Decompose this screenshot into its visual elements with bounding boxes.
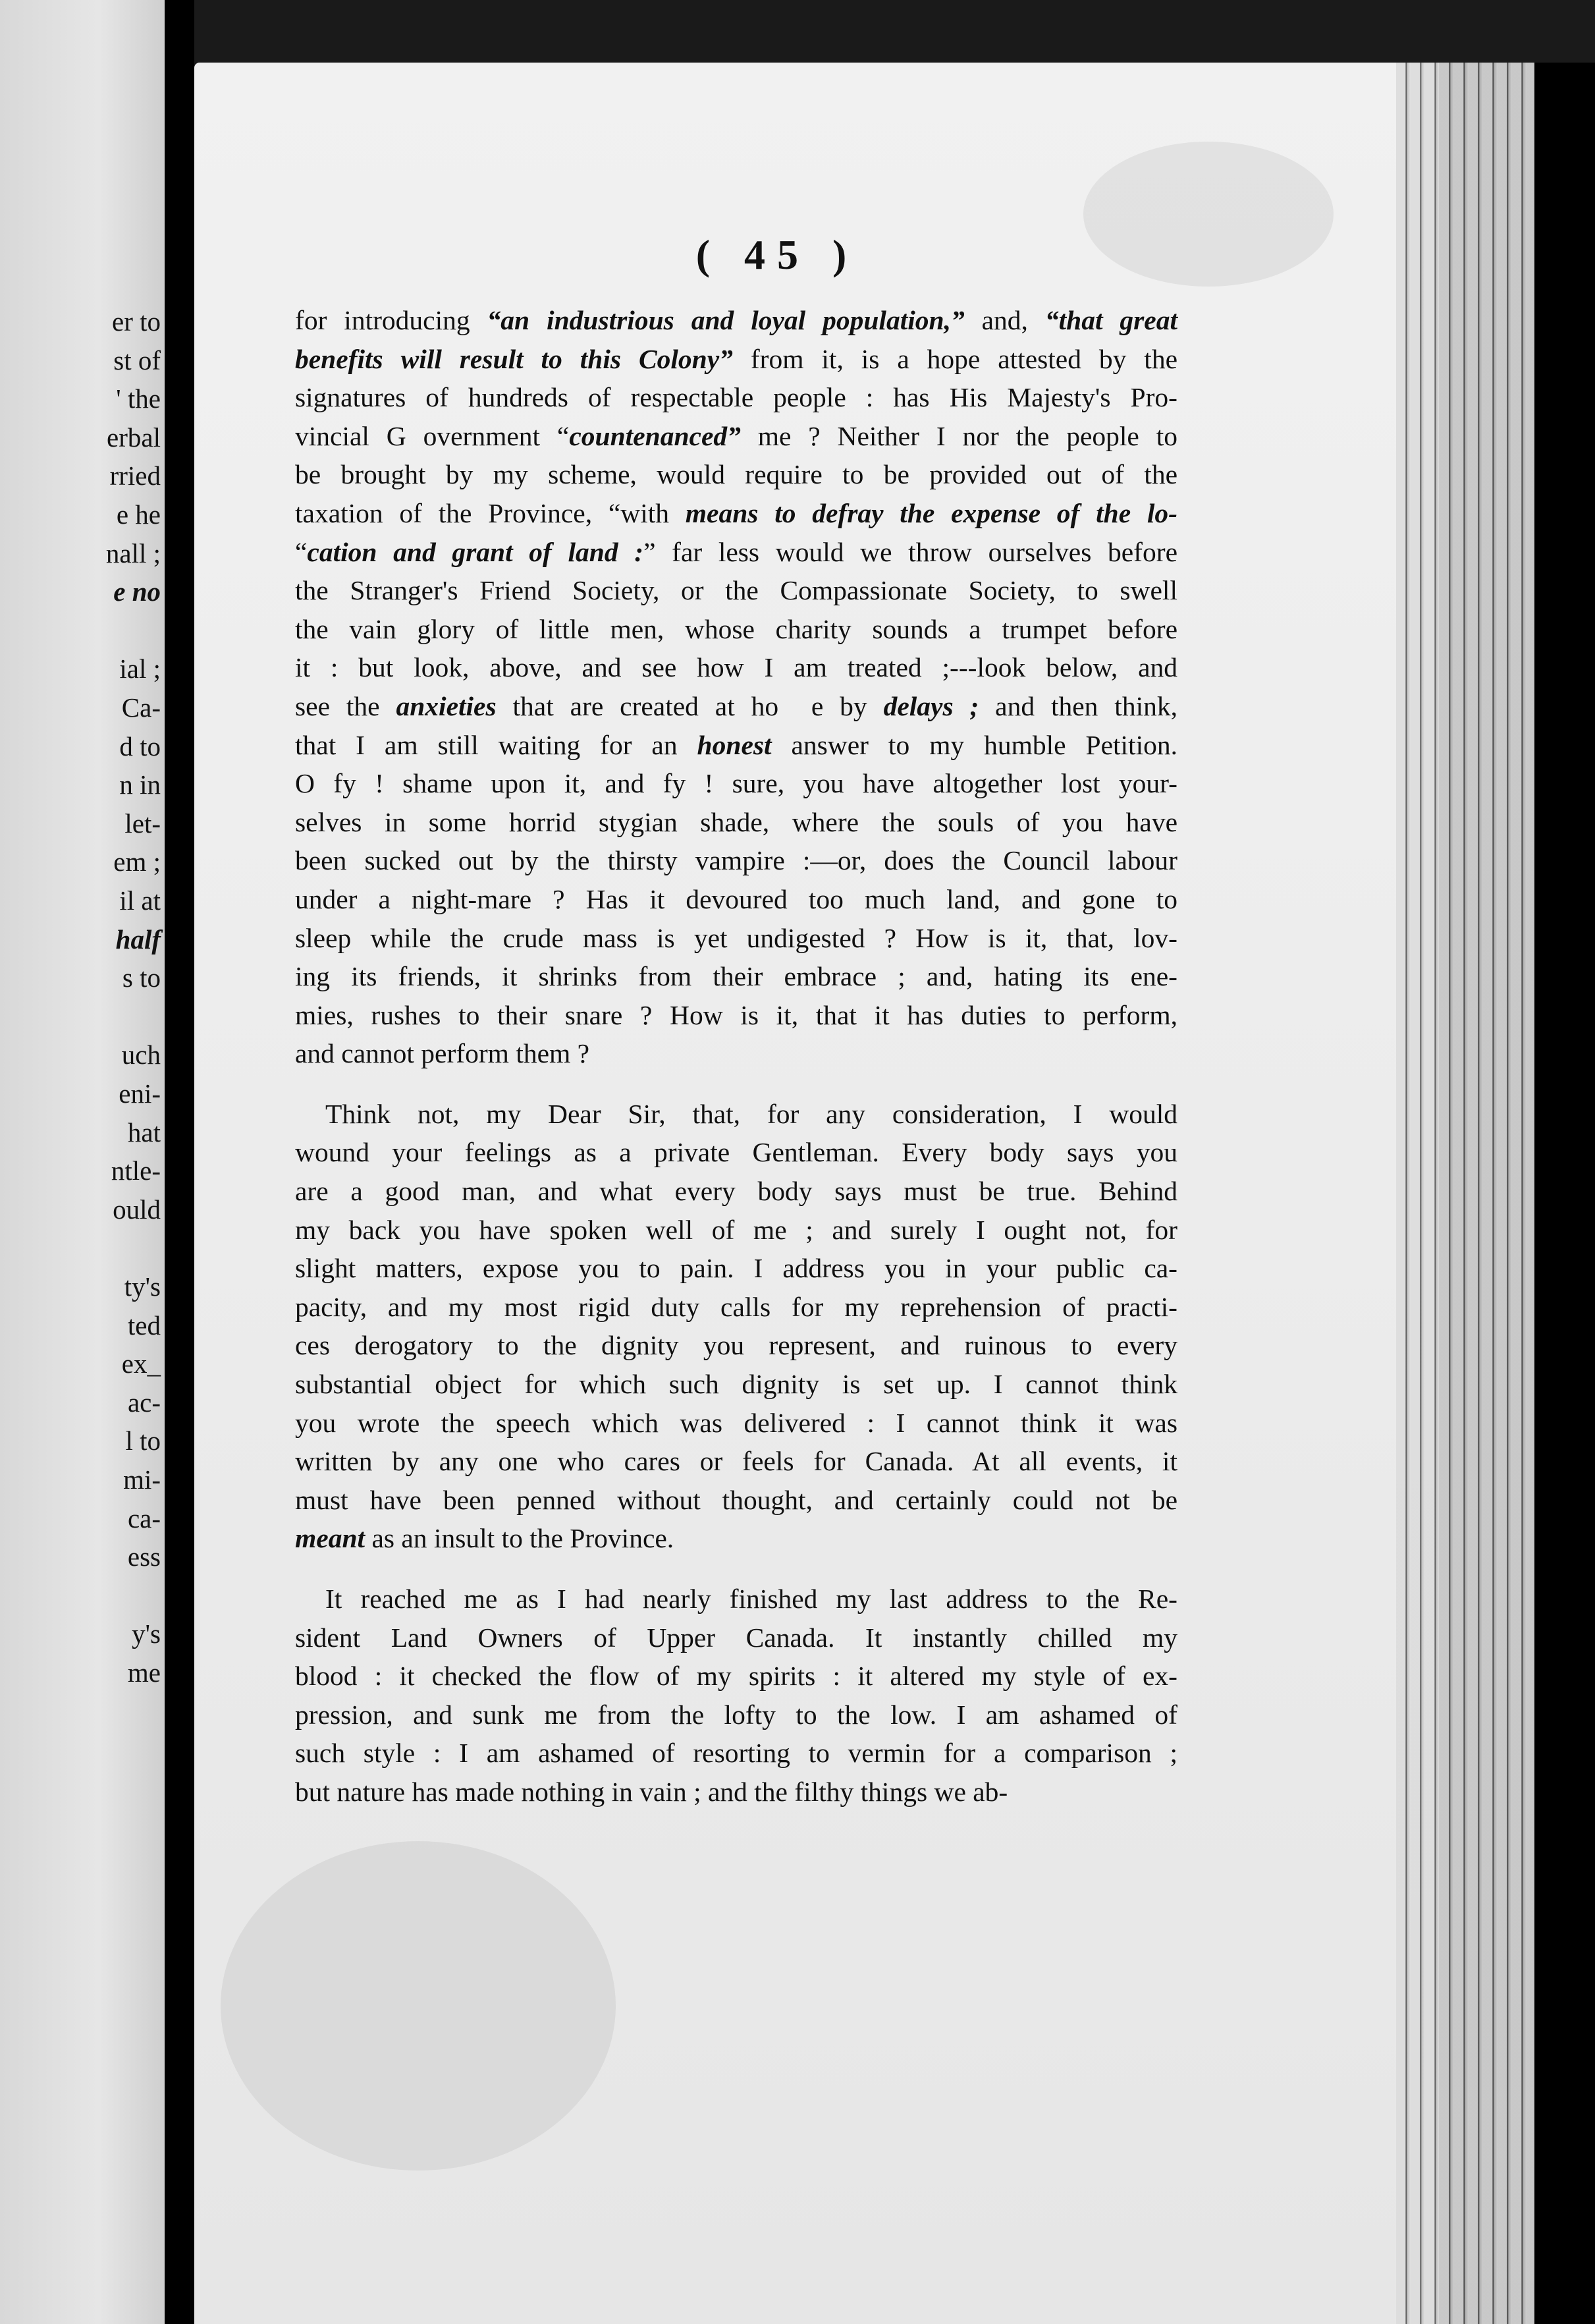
text-span: vincial G overnment “ [295,420,570,451]
text-span: ing its friends, it shrinks from their embrace ; and, hating its ene- [295,961,1177,992]
left-page-line: ntle- [111,1155,161,1186]
text-span: wound your feelings as a private Gentleman. Every body says you [295,1137,1177,1168]
text-span: such style : I am ashamed of resorting to vermin for a comparison ; [295,1738,1177,1769]
italic-span: “an industrious and loyal population,” [487,305,965,335]
text-line [295,571,1177,610]
page-stain [221,1841,616,2171]
text-span: “ [295,536,308,567]
text-span: taxation of the Province, “with [295,497,686,528]
left-page-line: erbal [107,422,161,453]
text-span: the Stranger's Friend Society, or the Compassionate Society, to swell [295,575,1177,606]
text-line [295,1580,1177,1618]
italic-span: honest [697,729,772,760]
left-page-line: em ; [113,846,161,877]
left-page-line: d to [119,731,161,761]
text-span: for introducing [295,305,487,335]
text-line [295,1442,1177,1481]
paragraph [295,1095,1177,1558]
text-span: answer to my humble Petition. [771,729,1177,760]
text-span: sident Land Owners of Upper Canada. It instantly chilled my [295,1622,1177,1653]
left-page-line: ex_ [121,1348,161,1379]
left-page-line: Ca- [121,692,161,723]
text-line [295,1657,1177,1696]
text-span: mies, rushes to their snare ? How is it, that it has duties to perform, [295,999,1177,1030]
italic-span: countenanced” [569,420,741,451]
left-page-line: y's [132,1618,161,1649]
text-span: pacity, and my most rigid duty calls for my reprehension of practi- [295,1291,1177,1322]
left-page-line: let- [124,808,161,839]
italic-span: “that great [1044,305,1177,335]
text-line [295,803,1177,842]
text-span: my back you have spoken well of me ; and surely I ought not, for [295,1214,1177,1245]
left-page-line: mi- [123,1464,161,1495]
text-span: pression, and sunk me from the lofty to the low. I am ashamed of [295,1699,1177,1730]
text-line [295,1734,1177,1773]
paragraph [295,301,1177,1073]
text-line [295,301,1177,340]
text-line [295,1288,1177,1327]
text-line [295,533,1177,572]
scan-border [1534,63,1595,2324]
text-span: that I am still waiting for an [295,729,697,760]
text-line [295,455,1177,494]
left-page-line: s to [122,962,161,993]
left-page-line: n in [119,769,161,800]
text-line [295,1172,1177,1211]
paragraph-gap [295,1073,1177,1095]
text-span: it : but look, above, and see how I am treated ;---look below, and [295,652,1177,683]
italic-span: means to defray the expense of the lo- [685,497,1177,528]
left-page-line: ac- [127,1387,161,1418]
left-page-line: rried [109,460,161,491]
left-page-line: me [127,1657,161,1688]
left-page-line: ess [127,1541,161,1572]
text-span: signatures of hundreds of respectable people : has His Majesty's Pro- [295,382,1177,413]
text-line [295,957,1177,996]
text-line [295,378,1177,417]
text-span: as an insult to the Province. [365,1523,674,1554]
page-text [295,301,1177,1812]
left-page-line: ty's [124,1271,161,1302]
text-span: ces derogatory to the dignity you represent, and ruinous to every [295,1330,1177,1361]
left-page-line: ca- [127,1503,161,1534]
text-span: sleep while the crude mass is yet undigested ? How is it, that, lov- [295,922,1177,953]
left-page-line: er to [112,306,161,337]
text-span: blood : it checked the flow of my spirits : it altered my style of ex- [295,1661,1177,1692]
text-span: are a good man, and what every body says must be true. Behind [295,1176,1177,1207]
left-page-line: uch [121,1039,161,1070]
page-number: ( 45 ) [695,231,859,278]
paragraph-gap [295,1558,1177,1580]
left-page-line: e no [113,576,161,607]
page-stack-edge [1396,63,1534,2324]
italic-span: benefits will result to this Colony” [295,343,733,374]
text-span: and cannot perform them ? [295,1038,590,1069]
italic-span: anxieties [396,690,497,721]
text-line [295,1326,1177,1365]
book-gutter [165,0,194,2324]
text-span: and then think, [979,690,1177,721]
left-page-line: ould [113,1194,161,1225]
text-line [295,1773,1177,1812]
left-page-line: nall ; [105,538,161,568]
text-line [295,919,1177,958]
text-line [295,1404,1177,1443]
left-page-line: hat [127,1117,161,1148]
text-span: and, [964,305,1045,335]
text-span: that are created at ho e by [496,690,884,721]
text-span: selves in some horrid stygian shade, where the souls of you have [295,806,1177,837]
left-page-line: l to [125,1425,161,1456]
text-line [295,610,1177,649]
text-span: but nature has made nothing in vain ; and the filthy things we ab- [295,1776,1008,1807]
left-page-line: ial ; [119,653,161,684]
text-line [295,1211,1177,1250]
text-span: me ? Neither I nor the people to [740,420,1177,451]
text-line [295,648,1177,687]
left-page-line: st of [113,345,161,375]
text-line [295,687,1177,726]
text-line [295,417,1177,456]
text-line [295,1095,1177,1134]
left-page-line: il at [119,885,161,916]
text-line [295,726,1177,765]
text-span: Think not, my Dear Sir, that, for any consideration, I would [325,1098,1177,1129]
text-span: from it, is a hope attested by the [732,343,1177,374]
text-line [295,764,1177,803]
left-page-line: eni- [119,1078,161,1109]
text-line [295,1133,1177,1172]
text-line [295,494,1177,533]
text-line [295,1696,1177,1734]
text-span: written by any one who cares or feels for Canada. At all events, it [295,1446,1177,1477]
text-span: It reached me as I had nearly finished my last address to the Re- [325,1584,1177,1614]
text-line [295,996,1177,1035]
left-page-line: ted [127,1310,161,1341]
text-line [295,1365,1177,1404]
italic-span: cation and grant of land : [307,536,644,567]
text-line [295,1034,1177,1073]
italic-span: meant [295,1523,365,1554]
text-line [295,1249,1177,1288]
text-span: been sucked out by the thirsty vampire :—or, does the Council labour [295,845,1177,876]
text-span: slight matters, expose you to pain. I address you in your public ca- [295,1253,1177,1284]
text-line [295,880,1177,919]
text-line [295,1618,1177,1657]
text-line [295,340,1177,379]
text-span: must have been penned without thought, and certainly could not be [295,1484,1177,1515]
text-span: you wrote the speech which was delivered : I cannot think it was [295,1407,1177,1438]
text-span: be brought by my scheme, would require to be provided out of the [295,459,1177,490]
left-page-line: ' the [116,383,161,414]
italic-span: delays ; [883,690,979,721]
left-page-line: half [115,924,161,954]
text-span: substantial object for which such dignity is set up. I cannot think [295,1369,1177,1400]
text-span: ” far less would we throw ourselves before [643,536,1177,567]
paragraph [295,1580,1177,1812]
text-span: under a night-mare ? Has it devoured too much land, and gone to [295,883,1177,914]
text-span: O fy ! shame upon it, and fy ! sure, you have altogether lost your- [295,768,1177,799]
text-line [295,1519,1177,1558]
book-page [194,63,1439,2324]
text-span: see the [295,690,396,721]
left-page-line: e he [116,499,161,530]
text-line [295,841,1177,880]
text-span: the vain glory of little men, whose charity sounds a trumpet before [295,613,1177,644]
previous-page-fragment [0,0,165,2324]
text-line [295,1481,1177,1520]
